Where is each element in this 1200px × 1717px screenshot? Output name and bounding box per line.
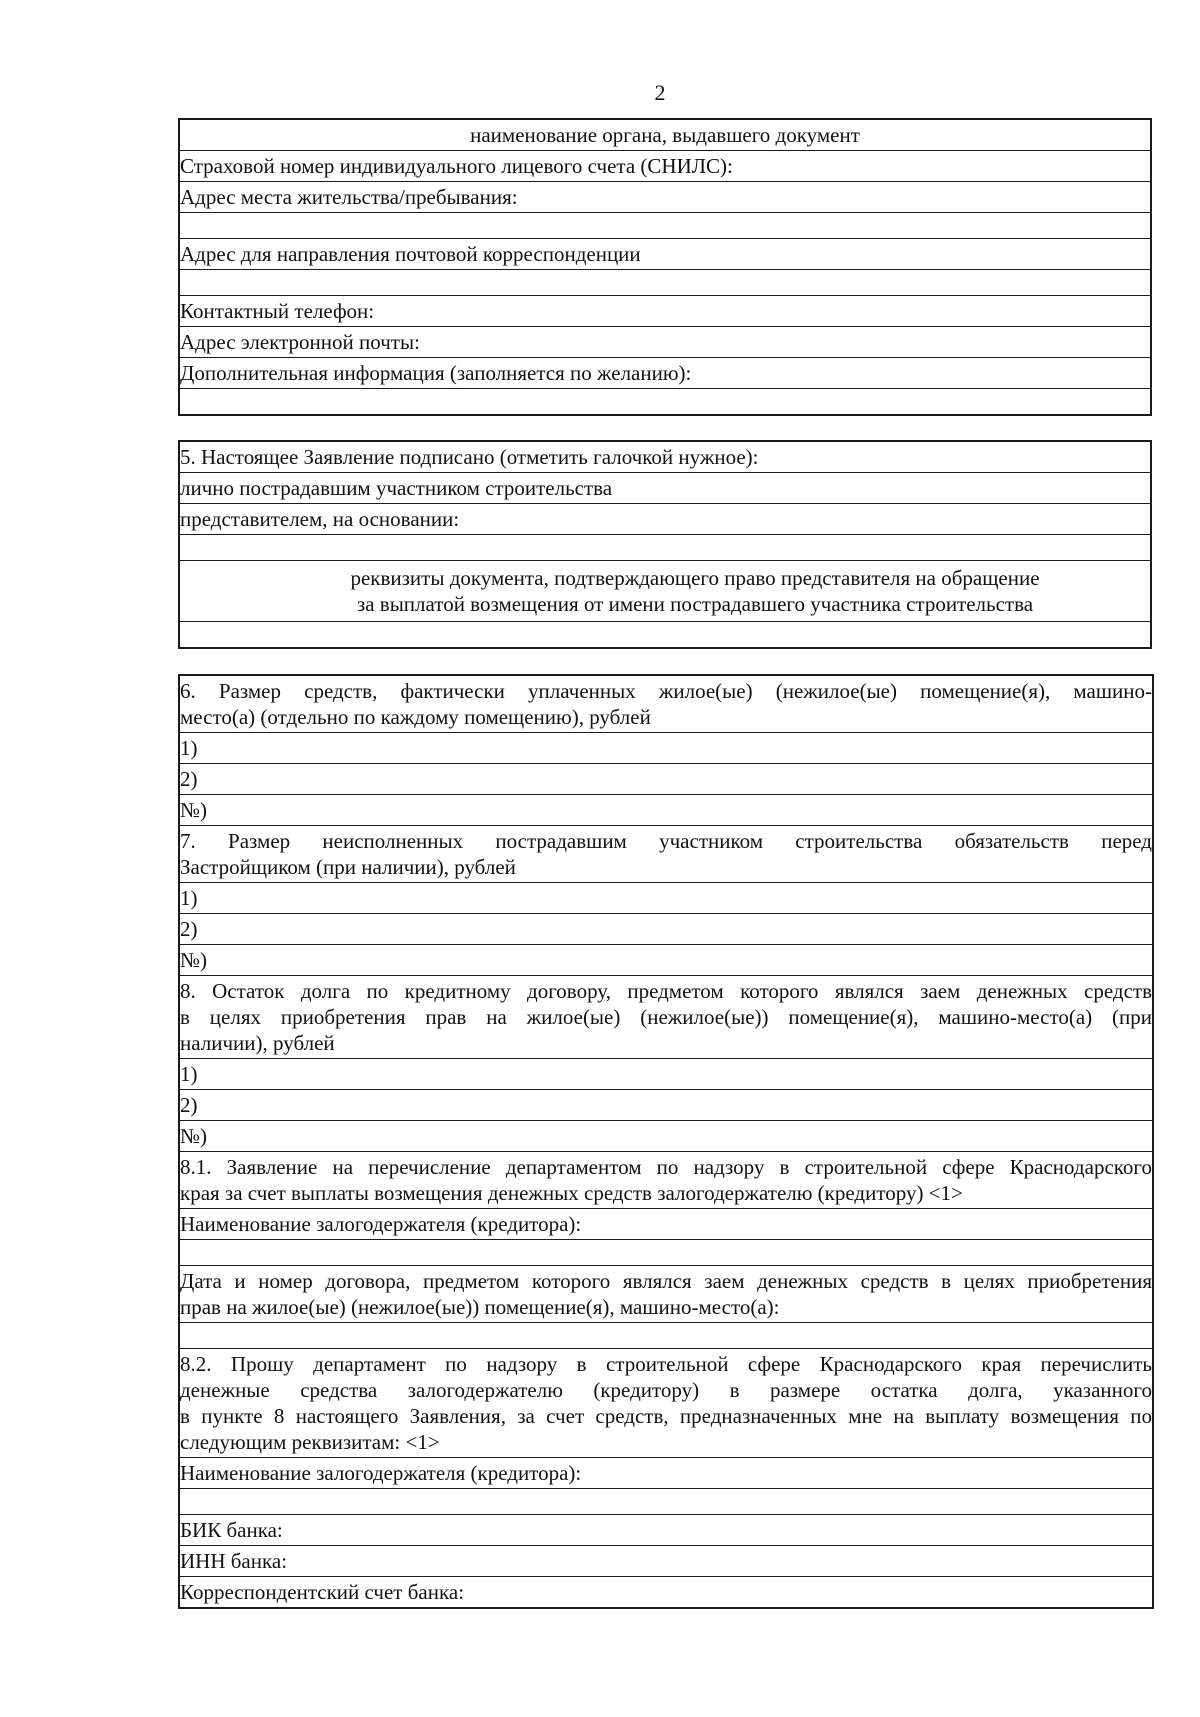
bank-bik-field[interactable]: БИК банка:	[180, 1514, 1152, 1545]
requisites-caption-line2: за выплатой возмещения от имени пострадавшего участника строительства	[356, 592, 1034, 616]
item-8-line3: наличии), рублей	[180, 1031, 335, 1055]
item-8-row-n[interactable]: №)	[180, 1120, 1152, 1151]
item-8-row-1[interactable]: 1)	[180, 1058, 1152, 1089]
amounts-table	[178, 674, 1154, 1609]
item-8-line1: 8. Остаток долга по кредитному договору, предметом которого являлся заем денежных средств	[180, 979, 1152, 1003]
postal-address-label: Адрес для направления почтовой корреспонденции	[180, 238, 1150, 269]
item-6-line1: 6. Размер средств, фактически уплаченных жилое(ые) (нежилое(ые) помещение(я), машино-	[180, 679, 1152, 703]
item-6-heading	[180, 676, 1152, 732]
item-8-1-creditor-label: Наименование залогодержателя (кредитора):	[180, 1208, 1152, 1239]
signed-by-representative-option[interactable]: представителем, на основании:	[180, 503, 1150, 534]
item-8-1-creditor-field[interactable]	[180, 1239, 1152, 1265]
item-8-2-line3: в пункте 8 настоящего Заявления, за счет средств, предназначенных мне на выплату возмещения по	[180, 1404, 1152, 1428]
item-8-2-heading	[180, 1348, 1152, 1457]
item-7-row-1[interactable]: 1)	[180, 882, 1152, 913]
item-6-row-1[interactable]: 1)	[180, 732, 1152, 763]
requisites-caption	[180, 560, 1150, 621]
item-8-2-line4: следующим реквизитам: <1>	[180, 1430, 440, 1454]
representative-basis-field[interactable]	[180, 534, 1150, 560]
bank-inn-field[interactable]: ИНН банка:	[180, 1545, 1152, 1576]
requisites-caption-line1: реквизиты документа, подтверждающего право представителя на обращение	[350, 566, 1040, 590]
item-6-row-2[interactable]: 2)	[180, 763, 1152, 794]
item-7-line1: 7. Размер неисполненных пострадавшим участником строительства обязательств перед	[180, 829, 1152, 853]
item-7-row-2[interactable]: 2)	[180, 913, 1152, 944]
residence-address-label: Адрес места жительства/пребывания:	[180, 181, 1150, 212]
email-field[interactable]: Адрес электронной почты:	[180, 326, 1150, 357]
contact-details-table	[178, 118, 1152, 416]
signed-personally-option[interactable]: лично пострадавшим участником строительства	[180, 472, 1150, 503]
item-8-2-line1: 8.2. Прошу департамент по надзору в строительной сфере Краснодарского края перечислить	[180, 1352, 1152, 1376]
additional-info-field[interactable]	[180, 388, 1150, 414]
phone-field[interactable]: Контактный телефон:	[180, 295, 1150, 326]
postal-address-field[interactable]	[180, 269, 1150, 295]
item-8-1-line1: 8.1. Заявление на перечисление департаментом по надзору в строительной сфере Краснодарского	[180, 1155, 1152, 1179]
page-number: 2	[654, 80, 666, 105]
item-8-2-creditor-field[interactable]	[180, 1488, 1152, 1514]
item-6-line2: место(а) (отдельно по каждому помещению), рублей	[180, 705, 651, 729]
item-8-1-contract-line2: прав на жилое(ые) (нежилое(ые)) помещение(я), машино-место(а):	[180, 1295, 780, 1319]
item-7-row-n[interactable]: №)	[180, 944, 1152, 975]
item-8-2-line2: денежные средства залогодержателю (кредитору) в размере остатка долга, указанного	[180, 1378, 1152, 1402]
item-7-heading	[180, 825, 1152, 882]
item-8-1-heading	[180, 1151, 1152, 1208]
snils-field[interactable]: Страховой номер индивидуального лицевого счета (СНИЛС):	[180, 150, 1150, 181]
section-5-title: 5. Настоящее Заявление подписано (отметить галочкой нужное):	[180, 445, 759, 469]
item-8-1-contract-label	[180, 1265, 1152, 1322]
issuing-authority-caption: наименование органа, выдавшего документ	[470, 123, 860, 147]
item-6-row-n[interactable]: №)	[180, 794, 1152, 825]
residence-address-field[interactable]	[180, 212, 1150, 238]
item-8-1-line2: края за счет выплаты возмещения денежных средств залогодержателю (кредитору) <1>	[180, 1181, 963, 1205]
item-8-2-creditor-label: Наименование залогодержателя (кредитора):	[180, 1457, 1152, 1488]
item-8-line2: в целях приобретения прав на жилое(ые) (нежилое(ые)) помещение(я), машино-место(а) (при	[180, 1005, 1152, 1029]
signature-table	[178, 440, 1152, 649]
requisites-field[interactable]	[180, 621, 1150, 647]
item-8-1-contract-line1: Дата и номер договора, предметом которого являлся заем денежных средств в целях приобретения	[180, 1269, 1152, 1293]
item-8-heading	[180, 975, 1152, 1058]
item-7-line2: Застройщиком (при наличии), рублей	[180, 855, 516, 879]
additional-info-label: Дополнительная информация (заполняется по желанию):	[180, 357, 1150, 388]
item-8-row-2[interactable]: 2)	[180, 1089, 1152, 1120]
item-8-1-contract-field[interactable]	[180, 1322, 1152, 1348]
bank-corr-account-field[interactable]: Корреспондентский счет банка:	[180, 1576, 1152, 1607]
